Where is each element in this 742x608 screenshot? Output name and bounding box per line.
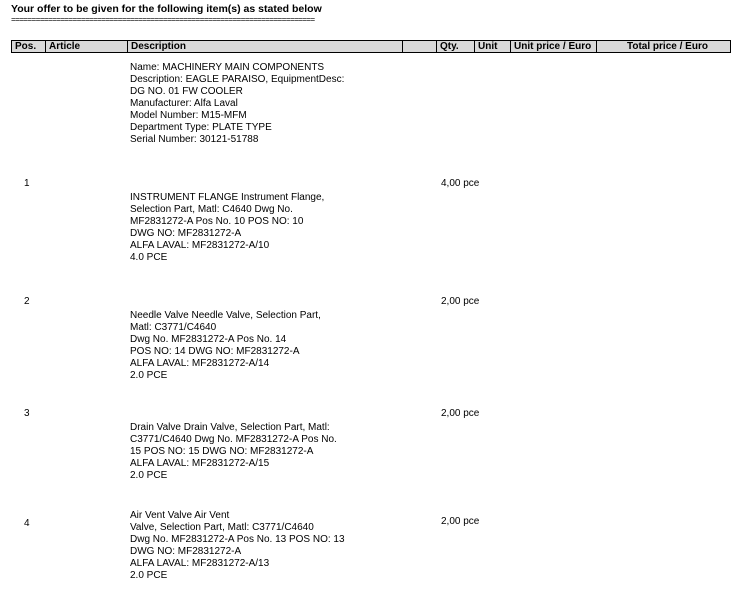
item-4-qty: 2,00 pce (441, 516, 480, 527)
equipment-department: Department Type: PLATE TYPE (130, 122, 272, 133)
col-pos: Pos. (15, 41, 37, 52)
col-description: Description (127, 41, 403, 52)
equipment-description: Description: EAGLE PARAISO, EquipmentDesc: (130, 74, 345, 85)
item-3-pos: 3 (24, 408, 30, 419)
table-header (11, 40, 731, 53)
col-qty: Qty. (436, 41, 474, 52)
item-1-pos: 1 (24, 178, 30, 189)
equipment-serial: Serial Number: 30121-51788 (130, 134, 259, 145)
equipment-info (130, 62, 344, 146)
item-2-qty: 2,00 pce (441, 296, 480, 307)
item-2-pos: 2 (24, 296, 30, 307)
item-4-description: Air Vent Valve Air Vent Valve, Selection Part, Matl: C3771/C4640 Dwg No. MF2831272-A Pos No. 13 POS NO: 13 DWG NO: MF2831272-A ALFA LAVAL: MF2831272-A/13 2.0 PCE (130, 510, 345, 581)
col-unit: Unit (474, 41, 510, 52)
equipment-name: Name: MACHINERY MAIN COMPONENTS (130, 62, 325, 73)
header-divider (402, 40, 403, 53)
item-1-description: INSTRUMENT FLANGE Instrument Flange, Selection Part, Matl: C4640 Dwg No. MF2831272-A Pos No. 10 POS NO: 10 DWG NO: MF2831272-A ALFA LAVAL: MF2831272-A/10 4.0 PCE (130, 192, 325, 263)
col-total-price: Total price / Euro (596, 41, 730, 52)
item-4-pos: 4 (24, 518, 30, 529)
equipment-manufacturer: Manufacturer: Alfa Laval (130, 98, 238, 109)
equipment-desc-cont: DG NO. 01 FW COOLER (130, 86, 243, 97)
item-3-qty: 2,00 pce (441, 408, 480, 419)
equipment-model: Model Number: M15-MFM (130, 110, 247, 121)
item-1-qty: 4,00 pce (441, 178, 480, 189)
item-3-description: Drain Valve Drain Valve, Selection Part, Matl: C3771/C4640 Dwg No. MF2831272-A Pos No. 15 POS NO: 15 DWG NO: MF2831272-A ALFA LAVAL: MF2831272-A/15 2.0 PCE (130, 422, 337, 481)
col-article: Article (45, 41, 127, 52)
underline-rule: ========================================================================== (11, 16, 315, 25)
item-2-description: Needle Valve Needle Valve, Selection Part, Matl: C3771/C4640 Dwg No. MF2831272-A Pos No. 14 POS NO: 14 DWG NO: MF2831272-A ALFA LAVAL: MF2831272-A/14 2.0 PCE (130, 310, 321, 381)
page-heading: Your offer to be given for the following item(s) as stated below (11, 3, 322, 15)
col-unit-price: Unit price / Euro (510, 41, 596, 52)
